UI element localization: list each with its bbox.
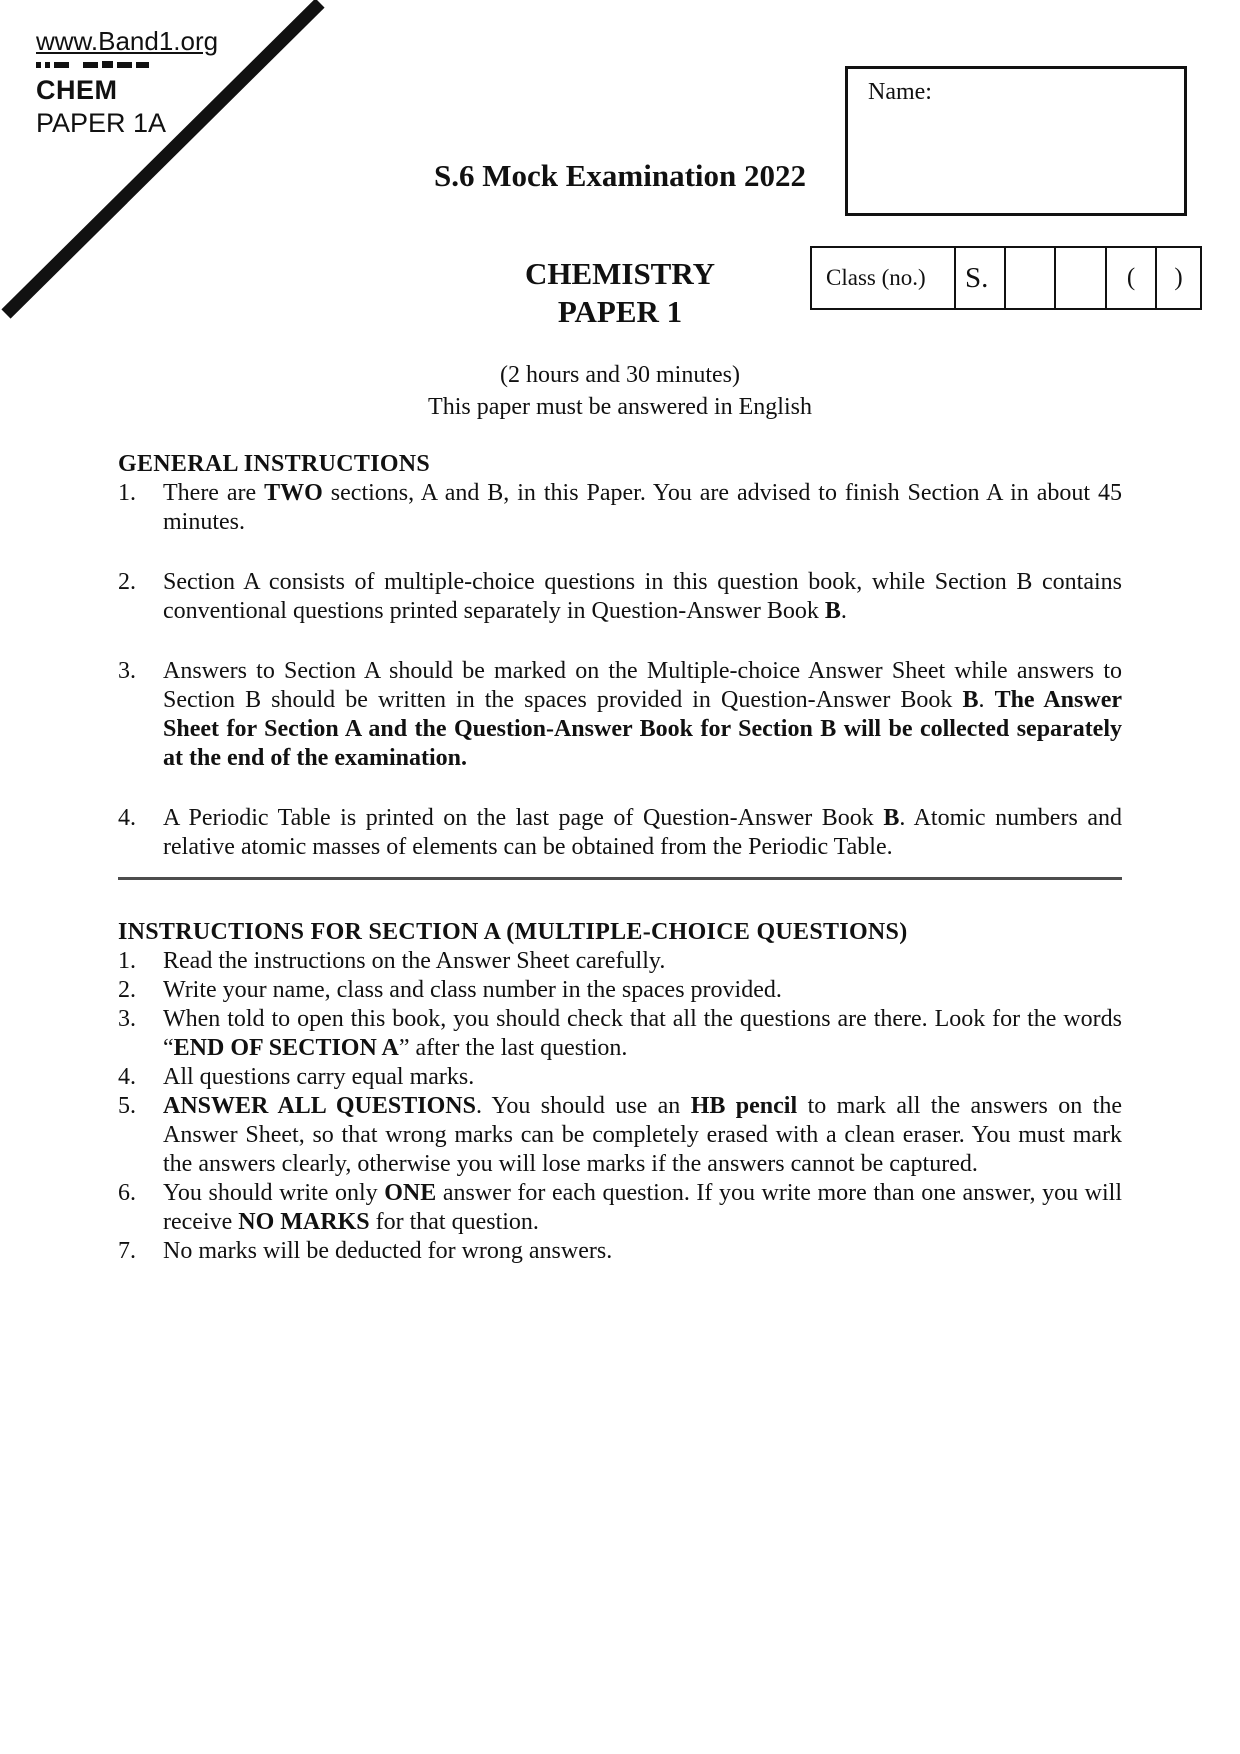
instruction-item (118, 804, 1122, 862)
item-text: No marks will be deducted for wrong answers. (163, 1238, 613, 1264)
class-table-cell: S. (954, 248, 1004, 308)
instruction-item (118, 1179, 1122, 1237)
item-number: 6. (118, 1180, 136, 1206)
instruction-item (118, 1005, 1122, 1063)
general-instructions-heading: GENERAL INSTRUCTIONS (118, 451, 431, 477)
item-number: 3. (118, 1006, 136, 1032)
general-instructions-section (118, 450, 1122, 893)
item-number: 4. (118, 805, 136, 831)
class-table-cell: ) (1155, 248, 1200, 308)
item-number: 5. (118, 1093, 136, 1119)
subject-code: CHEM (36, 75, 118, 105)
item-text: Answers to Section A should be marked on the Multiple-choice Answer Sheet while answers to Section B should be written in the spaces provided in Question-Answer Book B. The Answer Sheet for Section A and the Question-Answer Book for Section B will be collected separately at the end of the examination. (163, 658, 1122, 771)
instruction-item (118, 657, 1122, 773)
item-text: There are TWO sections, A and B, in this Paper. You are advised to finish Section A in about 45 minutes. (163, 480, 1122, 535)
instruction-item (118, 947, 1122, 976)
item-number: 2. (118, 569, 136, 595)
paper-code: PAPER 1A (36, 108, 167, 138)
section-divider-rule (118, 877, 1122, 880)
paper-number: PAPER 1 (557, 294, 683, 329)
section-a-instructions-heading: INSTRUCTIONS FOR SECTION A (MULTIPLE-CHOICE QUESTIONS) (118, 919, 908, 945)
instruction-item (118, 568, 1122, 626)
class-table-cell: ( (1105, 248, 1155, 308)
item-text: ANSWER ALL QUESTIONS. You should use an HB pencil to mark all the answers on the Answer Sheet, so that wrong marks can be completely erased with a clean eraser. You must mark the answers clearly, otherwise you will lose marks if the answers cannot be captured. (163, 1093, 1122, 1177)
exam-title: S.6 Mock Examination 2022 (433, 158, 807, 193)
general-instructions-list (118, 479, 1122, 862)
item-number: 1. (118, 480, 136, 506)
instruction-item (118, 976, 1122, 1005)
item-text: Write your name, class and class number in the spaces provided. (163, 977, 782, 1003)
item-number: 7. (118, 1238, 136, 1264)
masked-text-marks (36, 61, 218, 68)
instruction-item (118, 479, 1122, 537)
language-note: This paper must be answered in English (428, 394, 812, 420)
class-table-cell: Class (no.) (826, 265, 926, 290)
section-a-instructions-section (118, 918, 1122, 1266)
subject-title: CHEMISTRY (524, 256, 716, 291)
instruction-item (118, 1092, 1122, 1179)
item-text: Read the instructions on the Answer Sheet carefully. (163, 948, 666, 974)
instruction-item (118, 1237, 1122, 1266)
item-number: 1. (118, 948, 136, 974)
item-number: 4. (118, 1064, 136, 1090)
name-label: Name: (868, 79, 932, 105)
section-a-instructions-list (118, 947, 1122, 1266)
corner-header (36, 26, 218, 139)
item-text: Section A consists of multiple-choice questions in this question book, while Section B contains conventional questions printed separately in Question-Answer Book B. (163, 569, 1122, 624)
item-text: All questions carry equal marks. (163, 1064, 475, 1090)
item-text: You should write only ONE answer for each question. If you write more than one answer, you will receive NO MARKS for that question. (163, 1180, 1122, 1235)
item-text: A Periodic Table is printed on the last page of Question-Answer Book B. Atomic numbers and relative atomic masses of elements can be obtained from the Periodic Table. (163, 805, 1122, 860)
instruction-item (118, 1063, 1122, 1092)
item-number: 3. (118, 658, 136, 684)
item-number: 2. (118, 977, 136, 1003)
item-text: When told to open this book, you should check that all the questions are there. Look for the words “END OF SECTION A” after the last question. (163, 1006, 1122, 1061)
site-link[interactable]: www.Band1.org (36, 26, 219, 56)
duration-note: (2 hours and 30 minutes) (500, 362, 740, 388)
